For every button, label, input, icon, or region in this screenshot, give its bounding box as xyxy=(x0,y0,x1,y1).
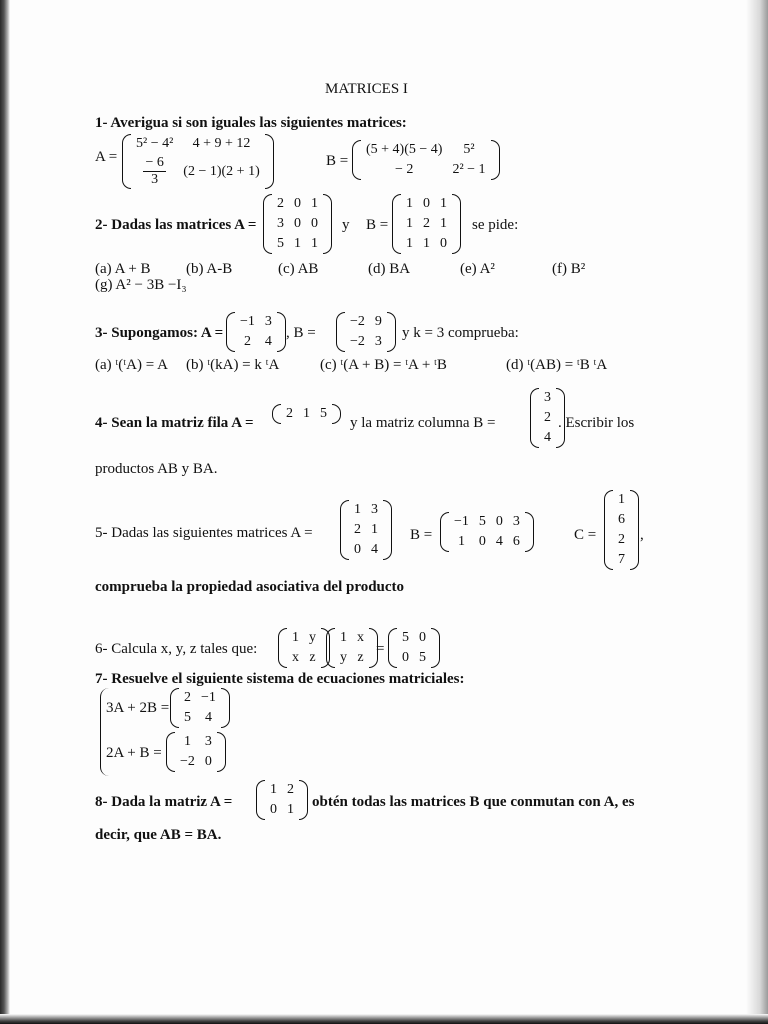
p5-line-2: comprueba la propiedad asociativa del producto xyxy=(95,579,405,595)
problem-6-statement: 6- Calcula x, y, z tales que: xyxy=(95,641,258,657)
p7-equation-1: 3A + 2B = xyxy=(106,700,170,716)
matrix-cell: x xyxy=(292,650,299,665)
matrix-cell: 1 xyxy=(183,734,191,749)
matrix-cell: 1 xyxy=(440,196,447,211)
p2-item-d: (d) BA xyxy=(368,261,411,277)
p1-matrix-a xyxy=(122,134,274,189)
matrix-cell: 1 xyxy=(311,236,318,251)
p1-a-cell: (2 − 1)(2 + 1) xyxy=(183,163,260,179)
p1-a-label: A = xyxy=(95,149,118,165)
p3-matrix-a xyxy=(226,312,286,352)
matrix-cell: −1 xyxy=(240,314,255,329)
p1-a-frac-num: − 6 xyxy=(145,155,164,170)
matrix-cell: −1 xyxy=(201,690,216,705)
p5-b-label: B = xyxy=(410,527,433,543)
matrix-cell: 0 xyxy=(419,630,426,645)
p2-item-a: (a) A + B xyxy=(95,261,151,277)
p8-matrix-a xyxy=(256,780,308,820)
matrix-cell: 3 xyxy=(204,734,212,749)
matrix-cell: z xyxy=(357,650,364,665)
p1-b-cell: − 2 xyxy=(395,162,414,177)
matrix-cell: y xyxy=(340,650,347,665)
matrix-cell: y xyxy=(309,630,316,645)
p1-a-cell: 5² − 4² xyxy=(136,136,174,151)
problem-8-statement: 8- Dada la matriz A = xyxy=(95,794,233,810)
p3-after-text: y k = 3 comprueba: xyxy=(402,325,519,341)
matrix-cell: 7 xyxy=(618,552,625,567)
matrix-cell: 3 xyxy=(371,502,378,517)
p2-matrix-b xyxy=(392,194,461,254)
matrix-cell: 0 xyxy=(204,754,212,769)
matrix-cell: 2 xyxy=(618,532,625,547)
matrix-cell: 1 xyxy=(311,196,318,211)
matrix-cell: 0 xyxy=(294,216,301,231)
matrix-cell: 0 xyxy=(478,534,486,549)
p4-after-text: . Escribir los xyxy=(558,415,635,431)
p3-b-label: , B = xyxy=(286,325,316,341)
matrix-cell: 1 xyxy=(303,406,310,421)
matrix-cell: 5 xyxy=(320,406,327,421)
p7-matrix-1 xyxy=(170,688,230,728)
p1-b-label: B = xyxy=(326,153,349,169)
matrix-cell: 5 xyxy=(184,710,191,725)
p2-item-f: (f) B² xyxy=(552,261,586,277)
p2-and-label: y xyxy=(342,217,350,233)
matrix-cell: 0 xyxy=(311,216,318,231)
p2-item-c: (c) AB xyxy=(278,261,319,277)
matrix-cell: −2 xyxy=(350,334,365,349)
p6-equals: = xyxy=(376,641,385,657)
p2-item-e: (e) A² xyxy=(460,261,495,277)
matrix-cell: 1 xyxy=(287,802,294,817)
scan-edge-bottom xyxy=(0,1014,768,1024)
matrix-cell: 2 xyxy=(287,782,294,797)
matrix-cell: 6 xyxy=(512,534,520,549)
matrix-cell: 3 xyxy=(544,390,551,405)
p1-a-frac-den: 3 xyxy=(151,172,159,187)
p5-comma: , xyxy=(640,527,644,543)
matrix-cell: 4 xyxy=(495,534,503,549)
problem-3-statement: 3- Supongamos: A = xyxy=(95,325,224,341)
matrix-cell: 1 xyxy=(406,216,413,231)
p8-line-2: decir, que AB = BA. xyxy=(95,827,222,843)
p1-b-cell: (5 + 4)(5 − 4) xyxy=(366,142,443,157)
matrix-cell: 0 xyxy=(440,236,447,251)
matrix-cell: 1 xyxy=(423,236,430,251)
matrix-cell: 1 xyxy=(618,492,625,507)
matrix-cell: 1 xyxy=(440,216,447,231)
matrix-cell: −2 xyxy=(180,754,195,769)
page-title: MATRICES I xyxy=(325,81,408,97)
matrix-cell: 3 xyxy=(512,514,520,529)
p4-matrix-a xyxy=(272,404,341,424)
p4-mid-text: y la matriz columna B = xyxy=(350,415,496,431)
scan-edge-right xyxy=(746,0,768,1024)
matrix-cell: 4 xyxy=(544,430,551,445)
p1-b-cell: 5² xyxy=(463,142,475,157)
matrix-cell: 0 xyxy=(423,196,430,211)
p5-matrix-c xyxy=(604,490,639,570)
matrix-cell: 6 xyxy=(618,512,625,527)
matrix-cell: 1 xyxy=(354,502,361,517)
matrix-cell: 5 xyxy=(419,650,426,665)
matrix-cell: z xyxy=(309,650,316,665)
p4-line-2: productos AB y BA. xyxy=(95,461,218,477)
p8-after-text: obtén todas las matrices B que conmutan con A, es xyxy=(312,794,635,810)
p1-b-cell: 2² − 1 xyxy=(452,162,486,177)
scan-edge-left xyxy=(0,0,10,1024)
matrix-cell: 0 xyxy=(354,542,361,557)
matrix-cell: 0 xyxy=(294,196,301,211)
problem-7-statement: 7- Resuelve el siguiente sistema de ecuaciones matriciales: xyxy=(95,671,465,687)
p2-item-g: (g) A² − 3B −I₃ xyxy=(95,277,187,293)
matrix-cell: 0 xyxy=(402,650,409,665)
problem-4-statement: 4- Sean la matriz fila A = xyxy=(95,415,254,431)
matrix-cell: 2 xyxy=(286,406,293,421)
matrix-cell: 1 xyxy=(270,782,277,797)
matrix-cell: −2 xyxy=(350,314,365,329)
matrix-cell: 5 xyxy=(402,630,409,645)
matrix-cell: 3 xyxy=(264,314,272,329)
matrix-cell: 1 xyxy=(371,522,378,537)
p2-b-label: B = xyxy=(366,217,389,233)
p6-matrix-3 xyxy=(388,628,440,668)
p1-a-cell: 4 + 9 + 12 xyxy=(192,136,251,151)
p2-item-b: (b) A-B xyxy=(186,261,233,277)
matrix-cell: 1 xyxy=(406,236,413,251)
p7-matrix-2 xyxy=(166,732,226,772)
matrix-cell: 3 xyxy=(277,216,284,231)
p3-item-c: (c) ᵗ(A + B) = ᵗA + ᵗB xyxy=(320,357,447,373)
matrix-cell: 2 xyxy=(184,690,191,705)
matrix-cell: 0 xyxy=(495,514,503,529)
p5-matrix-b xyxy=(440,512,534,552)
p7-equation-2: 2A + B = xyxy=(106,745,162,761)
p3-item-b: (b) ᵗ(kA) = k ᵗA xyxy=(186,357,280,373)
problem-1-statement: 1- Averigua si son iguales las siguientes matrices: xyxy=(95,115,407,131)
matrix-cell: 2 xyxy=(423,216,430,231)
p2-after-text: se pide: xyxy=(472,217,519,233)
matrix-cell: 1 xyxy=(457,534,465,549)
matrix-cell: 1 xyxy=(340,630,347,645)
matrix-cell: 2 xyxy=(544,410,551,425)
matrix-cell: 4 xyxy=(371,542,378,557)
matrix-cell: 4 xyxy=(204,710,212,725)
matrix-cell: 4 xyxy=(264,334,272,349)
matrix-cell: −1 xyxy=(454,514,469,529)
p1-matrix-b xyxy=(352,140,500,180)
p6-matrix-1 xyxy=(278,628,330,668)
p2-matrix-a xyxy=(263,194,332,254)
matrix-cell: 3 xyxy=(374,334,382,349)
matrix-cell: 5 xyxy=(478,514,486,529)
matrix-cell: 1 xyxy=(406,196,413,211)
matrix-cell: 1 xyxy=(294,236,301,251)
matrix-cell: 1 xyxy=(292,630,299,645)
problem-2-statement: 2- Dadas las matrices A = xyxy=(95,217,257,233)
p3-item-a: (a) ᵗ(ᵗA) = A xyxy=(95,357,168,373)
matrix-cell: 2 xyxy=(277,196,284,211)
matrix-cell: x xyxy=(357,630,364,645)
matrix-cell: 0 xyxy=(270,802,277,817)
p5-c-label: C = xyxy=(574,527,597,543)
matrix-cell: 2 xyxy=(354,522,361,537)
p6-matrix-2 xyxy=(326,628,378,668)
matrix-cell: 5 xyxy=(277,236,284,251)
p5-matrix-a xyxy=(340,500,392,560)
matrix-cell: 2 xyxy=(243,334,251,349)
p3-item-d: (d) ᵗ(AB) = ᵗB ᵗA xyxy=(506,357,608,373)
problem-5-statement: 5- Dadas las siguientes matrices A = xyxy=(95,525,313,541)
matrix-cell: 9 xyxy=(374,314,382,329)
p3-matrix-b xyxy=(336,312,396,352)
